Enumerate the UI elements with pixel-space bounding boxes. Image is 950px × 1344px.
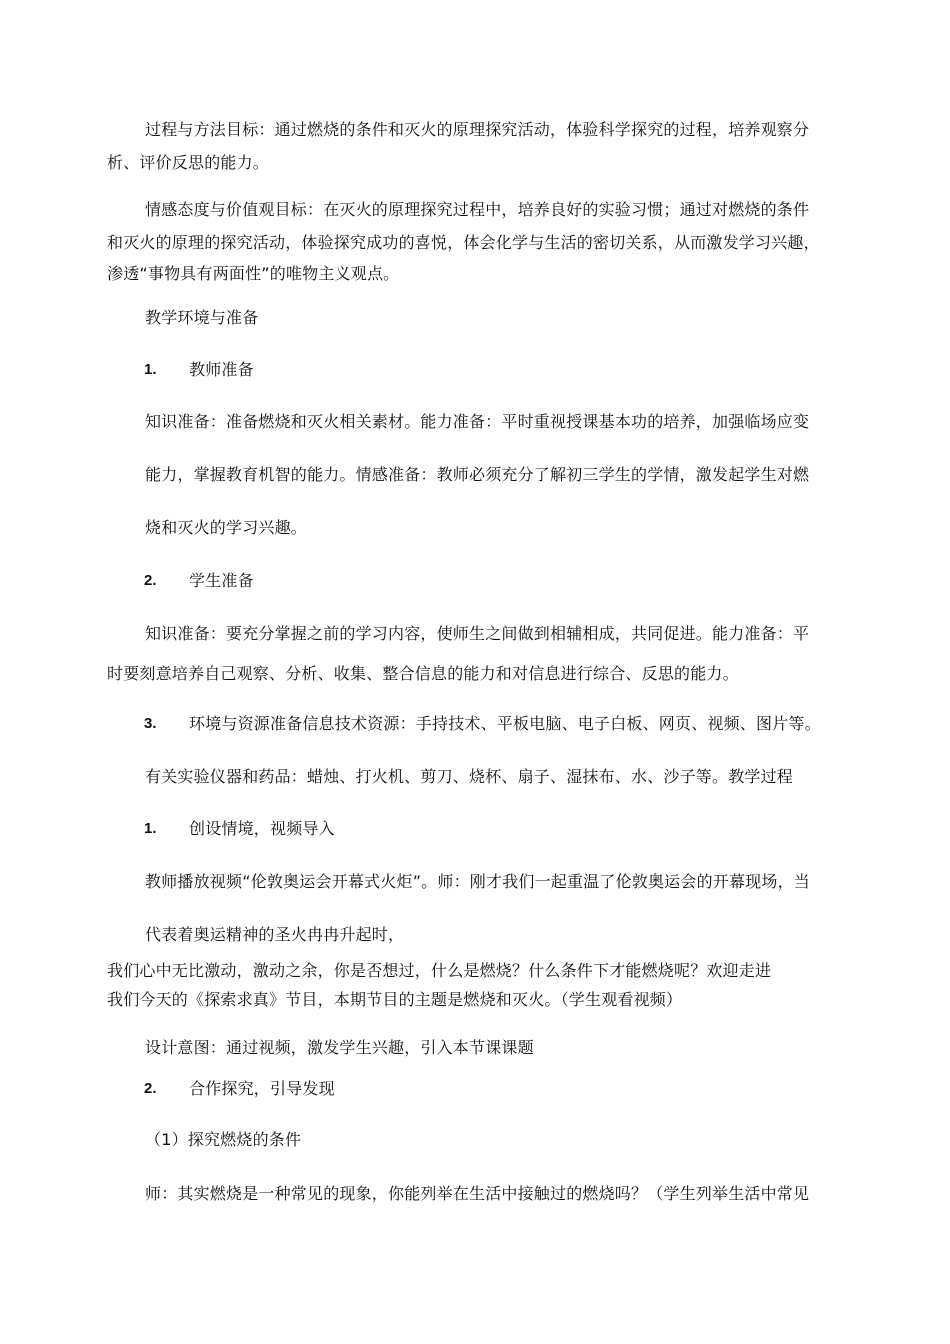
paragraph-line: 情感态度与价值观目标：在灭火的原理探究过程中，培养良好的实验习惯；通过对燃烧的条件 <box>145 200 810 219</box>
paragraph-line: 渗透“事物具有两面性”的唯物主义观点。 <box>107 264 400 283</box>
paragraph-line: 烧和灭火的学习兴趣。 <box>145 518 308 537</box>
list-heading: 合作探究，引导发现 <box>189 1079 335 1098</box>
paragraph-line: 和灭火的原理的探究活动，体验探究成功的喜悦，体会化学与生活的密切关系，从而激发学习兴趣， <box>107 233 820 252</box>
list-number: 2. <box>144 572 157 589</box>
paragraph-line: 知识准备：要充分掌握之前的学习内容，使师生之间做到相辅相成，共同促进。能力准备：平 <box>145 624 810 643</box>
list-number: 3. <box>144 715 157 732</box>
paragraph-line: 教师播放视频“伦敦奥运会开幕式火炬”。师：刚才我们一起重温了伦敦奥运会的开幕现场，当 <box>145 872 810 891</box>
list-heading: 环境与资源准备信息技术资源：手持技术、平板电脑、电子白板、网页、视频、图片等。 <box>189 714 821 733</box>
paragraph-line: 析、评价反思的能力。 <box>107 153 270 172</box>
paragraph-line: 设计意图：通过视频，激发学生兴趣，引入本节课课题 <box>145 1038 534 1057</box>
list-number: 1. <box>144 361 157 378</box>
paragraph-line: 有关实验仪器和药品：蜡烛、打火机、剪刀、烧杯、扇子、湿抹布、水、沙子等。教学过程 <box>145 767 794 786</box>
paragraph-line: 过程与方法目标：通过燃烧的条件和灭火的原理探究活动，体验科学探究的过程，培养观察分 <box>145 120 810 139</box>
list-number: 2. <box>144 1080 157 1097</box>
paragraph-line: 师：其实燃烧是一种常见的现象，你能列举在生活中接触过的燃烧吗？（学生列举生活中常见 <box>145 1184 810 1203</box>
section-heading: 教学环境与准备 <box>145 308 259 327</box>
list-heading: 创设情境，视频导入 <box>189 819 335 838</box>
paragraph-line: 代表着奥运精神的圣火冉冉升起时， <box>145 925 405 944</box>
paragraph-line: 能力，掌握教育机智的能力。情感准备：教师必须充分了解初三学生的学情，激发起学生对燃 <box>145 465 810 484</box>
paragraph-line: 我们今天的《探索求真》节目，本期节目的主题是燃烧和灭火。（学生观看视频） <box>107 990 683 1009</box>
paragraph-line: 我们心中无比激动，激动之余，你是否想过，什么是燃烧？什么条件下才能燃烧呢？欢迎走进 <box>107 961 772 980</box>
list-heading: 教师准备 <box>189 360 254 379</box>
list-heading: 学生准备 <box>189 571 254 590</box>
paragraph-line: 时要刻意培养自己观察、分析、收集、整合信息的能力和对信息进行综合、反思的能力。 <box>107 664 739 683</box>
list-number: 1. <box>144 820 157 837</box>
sub-heading: （1）探究燃烧的条件 <box>145 1130 302 1149</box>
paragraph-line: 知识准备：准备燃烧和灭火相关素材。能力准备：平时重视授课基本功的培养，加强临场应变 <box>145 412 810 431</box>
